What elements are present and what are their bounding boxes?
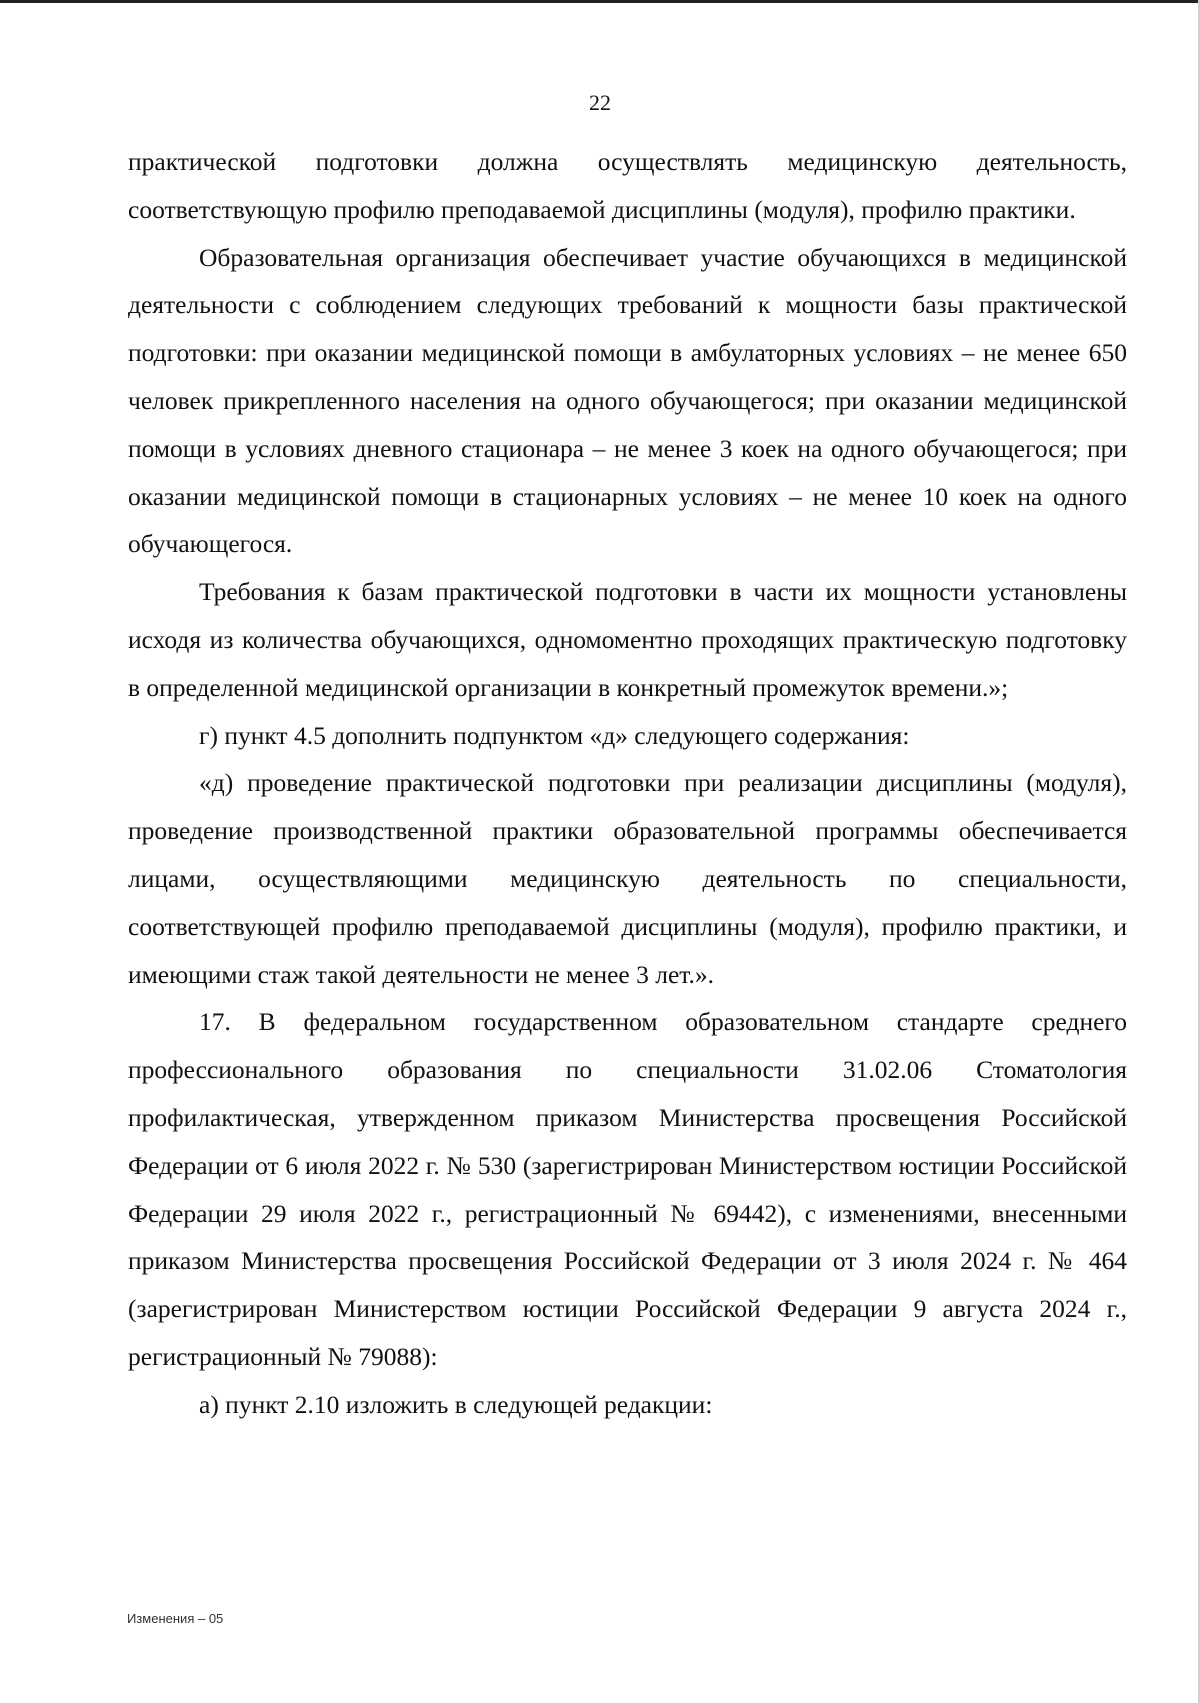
document-body [128,138,1127,1429]
paragraph: практической подготовки должна осуществлять медицинскую деятельность, соответствующую профилю преподаваемой дисциплины (модуля), профилю практики. [128,147,1127,224]
page-number: 22 [589,90,611,115]
paragraph: Образовательная организация обеспечивает участие обучающихся в медицинской деятельности с соблюдением следующих требований к мощности базы практической подготовки: при оказании медицинской помощи в амбулаторных условиях – не менее 650 человек прикрепленного населения на одного обучающегося; при оказании медицинской помощи в условиях дневного стационара – не менее 3 коек на одного обучающегося; при оказании медицинской помощи в стационарных условиях – не менее 10 коек на одного обучающегося. [128,242,1127,559]
paragraph: Требования к базам практической подготовки в части их мощности установлены исходя из количества обучающихся, одномоментно проходящих практическую подготовку в определенной медицинской организации в конкретный промежуток времени.»; [128,577,1127,702]
paragraph: 17. В федеральном государственном образовательном стандарте среднего профессионального образования по специальности 31.02.06 Стоматология профилактическая, утвержденном приказом Министерства просвещения Российской Федерации от 6 июля 2022 г. № 530 (зарегистрирован Министерством юстиции Российской Федерации 29 июля 2022 г., регистрационный № 69442), с изменениями, внесенными приказом Министерства просвещения Российской Федерации от 3 июля 2024 г. № 464 (зарегистрирован Министерством юстиции Российской Федерации 9 августа 2024 г., регистрационный № 79088): [128,1007,1127,1371]
paragraph: «д) проведение практической подготовки при реализации дисциплины (модуля), проведение производственной практики образовательной программы обеспечивается лицами, осуществляющими медицинскую деятельность по специальности, соответствующей профилю преподаваемой дисциплины (модуля), профилю практики, и имеющими стаж такой деятельности не менее 3 лет.». [128,768,1127,989]
scan-top-edge [0,0,1200,3]
footer-code: Изменения – 05 [127,1611,224,1626]
paragraph: г) пункт 4.5 дополнить подпунктом «д» следующего содержания: [199,720,910,750]
paragraph: а) пункт 2.10 изложить в следующей редакции: [199,1389,713,1419]
